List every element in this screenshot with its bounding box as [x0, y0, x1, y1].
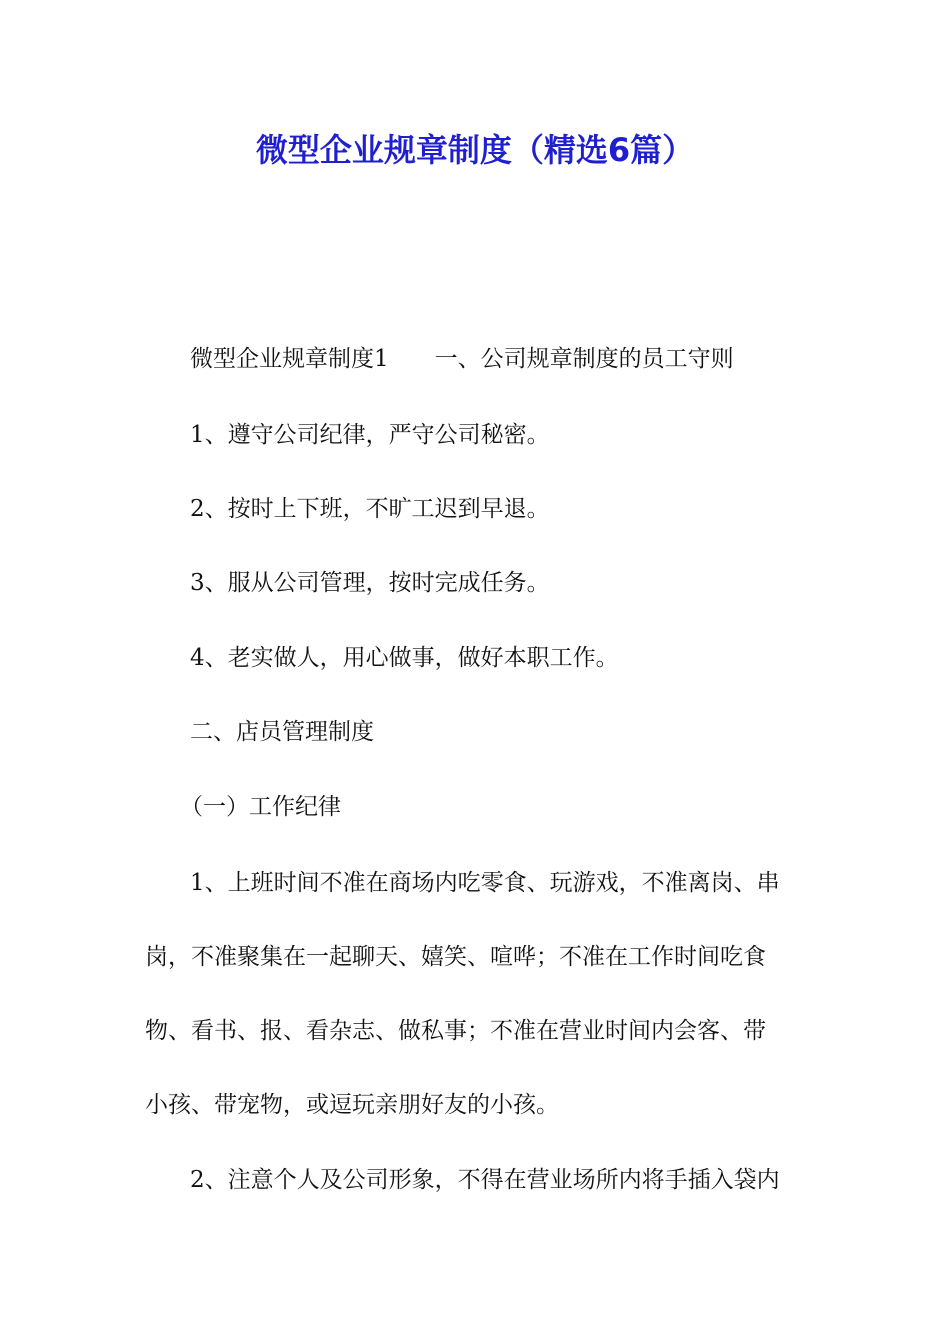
- paragraph-line: 2、注意个人及公司形象，不得在营业场所内将手插入袋内: [190, 1167, 780, 1193]
- section-heading-line: [190, 344, 734, 374]
- paragraph-line: 物、看书、报、看杂志、做私事；不准在营业时间内会客、带: [145, 1018, 766, 1044]
- paragraph: 二、店员管理制度: [190, 719, 374, 745]
- paragraph-line: 1、上班时间不准在商场内吃零食、玩游戏，不准离岗、串: [190, 870, 780, 896]
- document-title: 微型企业规章制度（精选6篇）: [255, 131, 695, 169]
- paragraph-line: 小孩、带宠物，或逗玩亲朋好友的小孩。: [145, 1092, 559, 1118]
- paragraph: 4、老实做人，用心做事，做好本职工作。: [190, 645, 619, 671]
- paragraph: 3、服从公司管理，按时完成任务。: [190, 570, 550, 596]
- section-heading: 微型企业规章制度1: [190, 346, 389, 372]
- section-subheading: 一、公司规章制度的员工守则: [434, 346, 734, 372]
- paragraph-line: 岗，不准聚集在一起聊天、嬉笑、喧哗；不准在工作时间吃食: [145, 944, 766, 970]
- paragraph: 1、遵守公司纪律，严守公司秘密。: [190, 422, 550, 448]
- paragraph: 2、按时上下班，不旷工迟到早退。: [190, 496, 550, 522]
- paragraph: （一）工作纪律: [180, 794, 341, 820]
